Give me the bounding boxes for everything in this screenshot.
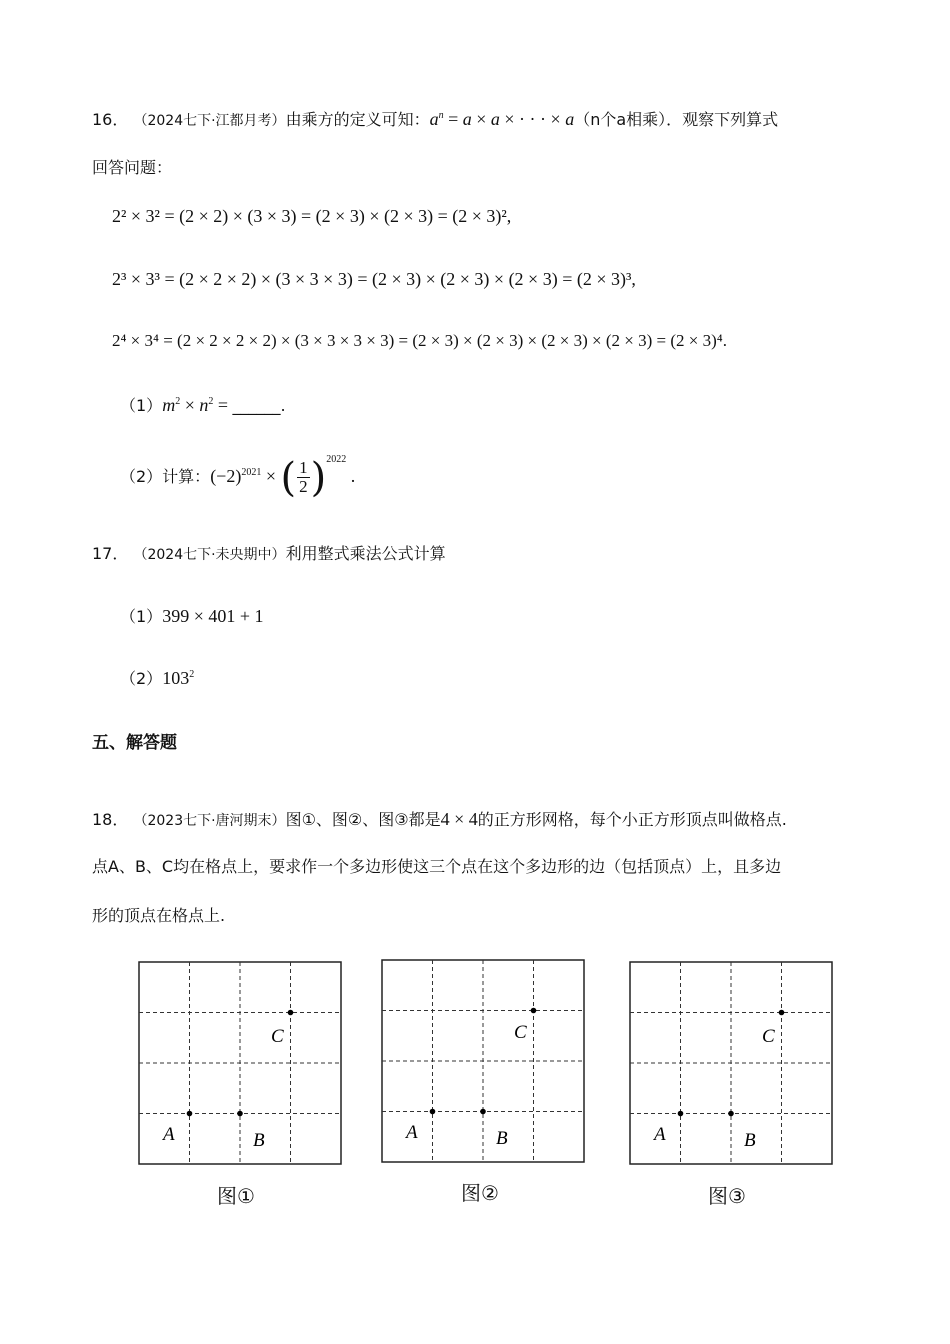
q16-line2: 回答问题： (92, 158, 173, 177)
q18-source: （2023七下·唐河期末） (133, 813, 286, 829)
label-b: B (253, 1130, 265, 1151)
section-title: 五、解答题 (92, 733, 177, 753)
point-b (480, 1109, 486, 1115)
figure-3-caption: 图③ (708, 1184, 746, 1208)
q16-part2-expr: $(-2)^{2021}$ × ( $\frac{1}{2}$ )$^{2022}$ . (210, 454, 356, 501)
point-a (187, 1111, 193, 1117)
q16-part2-exp2: 2022 (326, 454, 347, 465)
q18-line1-b: 的正方形网格，每个小正方形顶点叫做格点. (477, 810, 787, 829)
label-c: C (514, 1022, 527, 1043)
fraction-numerator: 1 (299, 458, 308, 478)
q17-part1-label: （1） (120, 607, 163, 626)
q16-stem-a: 由乘方的定义可知： (285, 110, 430, 129)
q17-number: 17． (92, 544, 129, 563)
point-a (678, 1111, 684, 1117)
point-c (288, 1010, 294, 1016)
figure-2-caption: 图② (461, 1181, 499, 1205)
figure-1-caption: 图① (217, 1184, 255, 1208)
right-paren: ) (310, 454, 327, 501)
point-c (779, 1010, 785, 1016)
label-a: A (163, 1124, 175, 1145)
q17-part1-expr: 399 × 401 + 1 (162, 606, 264, 626)
point-b (728, 1111, 734, 1117)
label-c: C (762, 1026, 775, 1047)
label-a: A (654, 1124, 666, 1145)
q18-number: 18． (92, 810, 129, 829)
q17-part2-base: 103 (162, 668, 190, 688)
point-a (430, 1109, 436, 1115)
q17-part2-expr (162, 668, 194, 688)
q17-stem: 利用整式乘法公式计算 (285, 544, 446, 563)
left-paren: ( (280, 454, 297, 501)
q16-eq3: 2⁴ × 3⁴ = (2 × 2 × 2 × 2) × (3 × 3 × 3 × 3) = (2 × 3) × (2 × 3) × (2 × 3) × (2 × 3) = (2 × 3)⁴. (112, 331, 727, 350)
q16-part1-expr: $m^2 \times n^2$ = (162, 395, 233, 415)
q16-stem-b: （n个a相乘）．观察下列算式 (574, 110, 779, 129)
q16-part1 (120, 394, 286, 417)
q16-part2-exp1: 2021 (241, 467, 262, 478)
q16-part2-label: （2）计算： (120, 467, 211, 486)
label-c: C (271, 1026, 284, 1047)
label-b: B (496, 1128, 508, 1149)
q16-number: 16． (92, 110, 129, 129)
q16-fraction (297, 459, 310, 496)
point-b (237, 1111, 243, 1117)
q17-part2 (120, 667, 194, 690)
label-a: A (406, 1122, 418, 1143)
fraction-denominator: 2 (299, 477, 308, 497)
point-c (531, 1008, 537, 1014)
q16-part2-base: (−2) (210, 466, 242, 486)
q16-part2 (120, 452, 355, 501)
q17-part2-exp: 2 (189, 669, 195, 680)
q16-eq1: 2² × 3² = (2 × 2) × (3 × 3) = (2 × 3) × (2 × 3) = (2 × 3)², (112, 206, 512, 226)
q17-line1 (92, 543, 446, 566)
q18-line3: 形的顶点在格点上. (92, 906, 226, 925)
q17-part1 (120, 605, 264, 628)
q16-line1 (92, 108, 778, 132)
q18-line2: 点A、B、C均在格点上，要求作一个多边形使这三个点在这个多边形的边（包括顶点）上，且多边 (92, 857, 782, 876)
q18-grid-size: 4 × 4 (440, 809, 478, 829)
grid-figure-3 (626, 958, 836, 1168)
q17-part2-label: （2） (120, 669, 163, 688)
label-b: B (744, 1130, 756, 1151)
q18-line1-a: 图①、图②、图③都是 (285, 810, 441, 829)
q18-line1 (92, 808, 787, 832)
q16-definition: $a^n = a \times a$ × · · · × a (429, 109, 575, 129)
grid-figure-1 (135, 958, 345, 1168)
q16-part1-blank: ______. (232, 396, 286, 415)
q16-eq2: 2³ × 3³ = (2 × 2 × 2) × (3 × 3 × 3) = (2 × 3) × (2 × 3) × (2 × 3) = (2 × 3)³, (112, 269, 636, 289)
q16-source: （2024七下·江都月考） (133, 113, 286, 129)
q16-part1-label: （1） (120, 396, 163, 415)
q17-source: （2024七下·未央期中） (133, 547, 286, 563)
grid-figure-2 (378, 956, 588, 1166)
